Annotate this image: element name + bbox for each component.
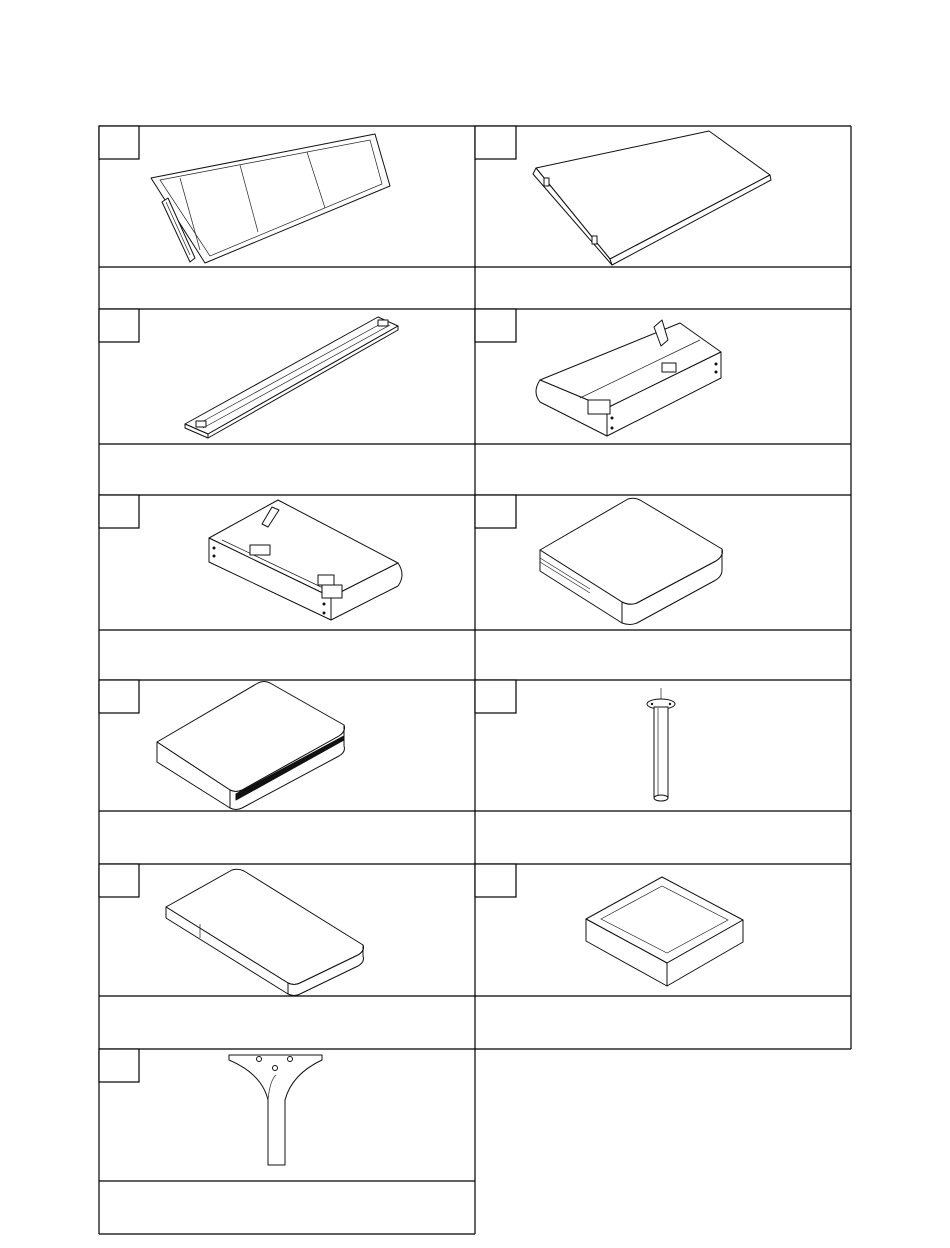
- slat-rail-icon: [185, 317, 398, 438]
- drawer-box-right-icon: [209, 500, 402, 620]
- board-panel-icon: [533, 131, 771, 265]
- metal-leg-bracket-icon: [229, 1055, 322, 1165]
- drawer-box-left-icon: [536, 320, 721, 436]
- bed-frame-panel-icon: [151, 134, 390, 263]
- cushion-block-icon: [166, 869, 363, 995]
- center-leg-post-icon: [647, 688, 675, 801]
- tray-frame-icon: [586, 877, 743, 986]
- drawer-closed-icon: [540, 498, 722, 624]
- drawer-long-icon: [157, 682, 344, 810]
